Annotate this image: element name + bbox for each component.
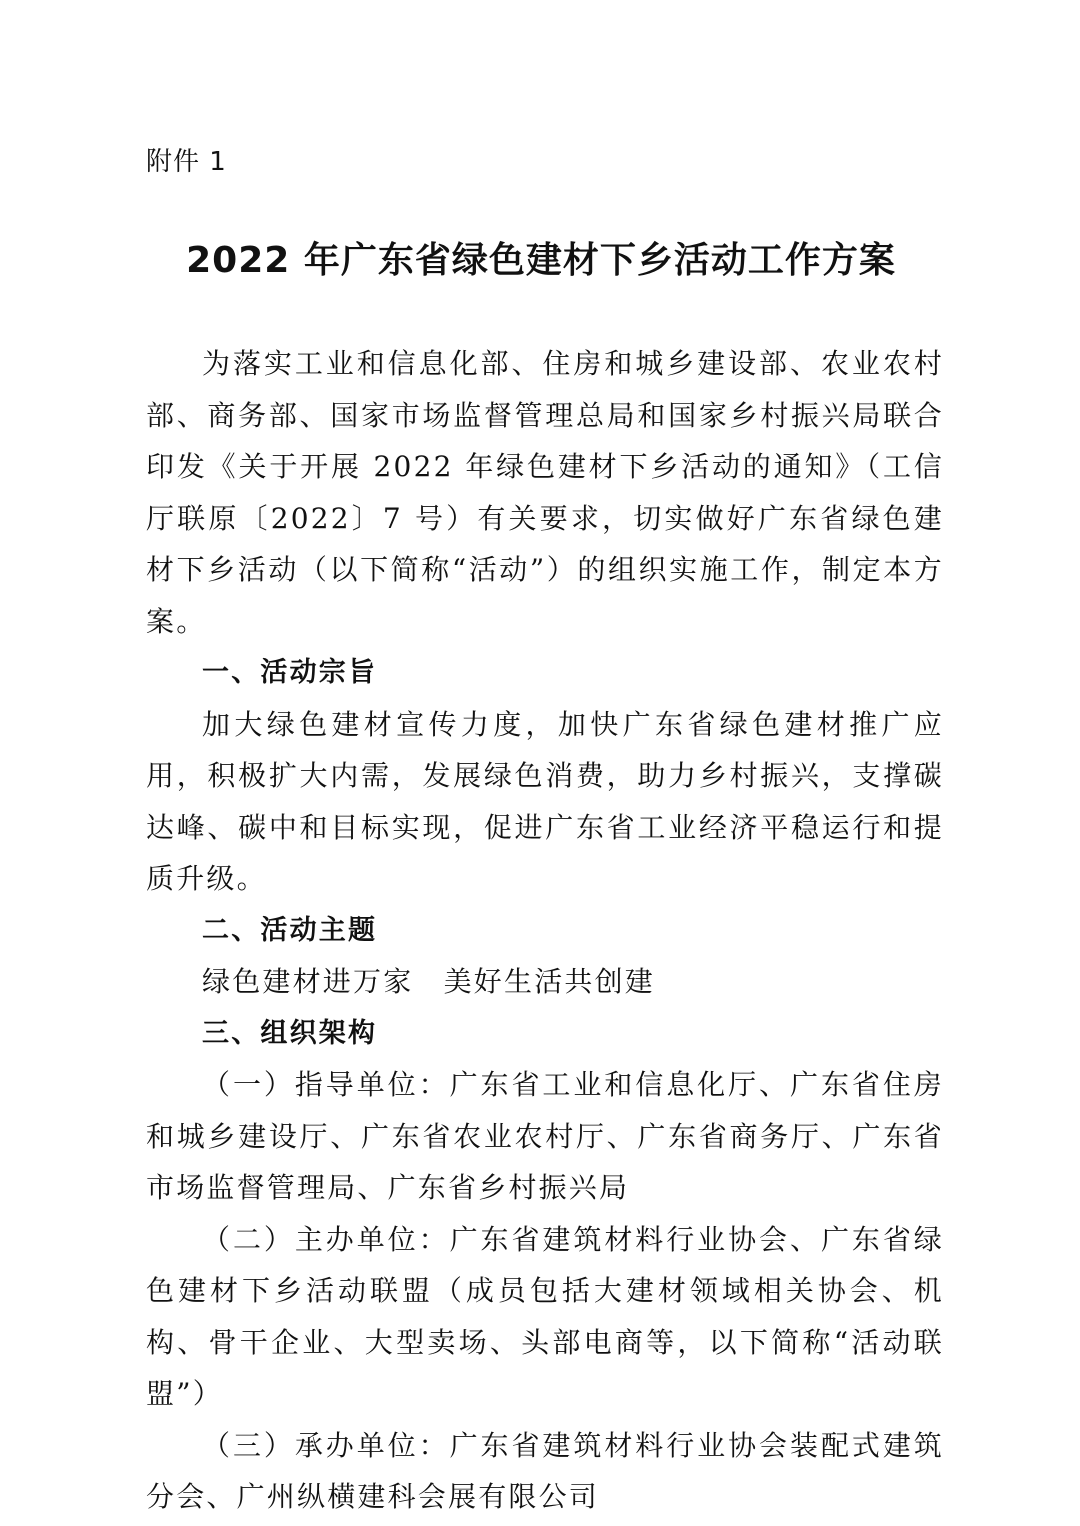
organization-guiding-units: （一）指导单位：广东省工业和信息化厅、广东省住房和城乡建设厅、广东省农业农村厅、广东省商务厅、广东省市场监督管理局、广东省乡村振兴局 [146,1068,944,1204]
organization-organizing-units: （三）承办单位：广东省建筑材料行业协会装配式建筑分会、广州纵横建科会展有限公司 [146,1428,944,1513]
document-body [146,338,944,1523]
section-heading-organization: 三、组织架构 [202,1017,378,1049]
purpose-paragraph: 加大绿色建材宣传力度，加快广东省绿色建材推广应用，积极扩大内需，发展绿色消费，助力乡村振兴，支撑碳达峰、碳中和目标实现，促进广东省工业经济平稳运行和提质升级。 [146,707,944,895]
document-title: 2022 年广东省绿色建材下乡活动工作方案 [186,240,896,281]
attachment-label: 附件 1 [146,147,227,177]
section-heading-theme: 二、活动主题 [202,914,378,946]
theme-paragraph: 绿色建材进万家 美好生活共创建 [202,965,656,998]
section-heading-purpose: 一、活动宗旨 [202,657,378,688]
intro-paragraph: 为落实工业和信息化部、住房和城乡建设部、农业农村部、商务部、国家市场监督管理总局和国家乡村振兴局联合印发《关于开展 2022 年绿色建材下乡活动的通知》（工信厅联原〔2022〕7 号）有关要求，切实做好广东省绿色建材下乡活动（以下简称“活动”）的组织实施工作，制定本方案。 [146,347,944,638]
organization-host-units: （二）主办单位：广东省建筑材料行业协会、广东省绿色建材下乡活动联盟（成员包括大建材领域相关协会、机构、骨干企业、大型卖场、头部电商等，以下简称“活动联盟”） [146,1222,944,1410]
